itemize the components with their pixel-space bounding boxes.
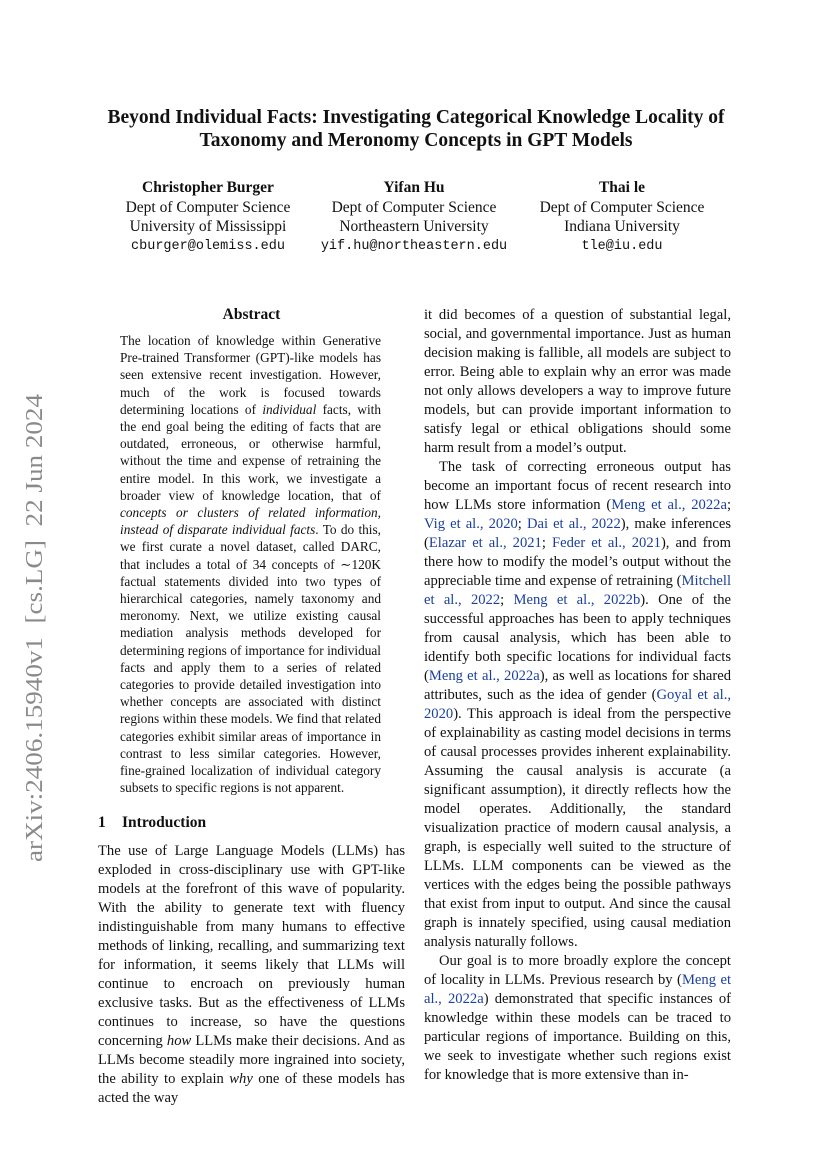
abstract-heading: Abstract [222,306,281,323]
left-column [98,306,405,1108]
citation-link[interactable]: Meng et al., 2022a [424,972,731,1007]
paragraph-text: LLMs make their decisions. And as LLMs become steadily more ingrained into society, the ability to explain [98,1033,406,1088]
author-2 [299,178,529,256]
section-number: 1 [98,814,106,832]
abstract-text-part: . To do this, we first curate a novel dataset, called DARC, that includes a total of 34 concepts of ∼120K factual statements divided into two types of hierarchical categories, namely taxonomy and meronomy. Next, we utilize existing causal mediation analysis methods developed for determining regions of importance for individual facts and apply them to a series of related categories to provide detailed investigation into whether concepts are associated with distinct regions within these models. We find that related categories exhibit similar areas of importance in contrast to less similar categories. However, fine-grained localization of individual category subsets to specific regions is not apparent. [120,522,382,796]
citation-link[interactable]: Vig et al., 2020 [424,516,518,532]
citation-link[interactable]: Dai et al., 2022 [526,516,621,532]
author-1 [93,178,323,256]
body-paragraph [424,952,731,1085]
author-department: Dept of Computer Science [125,198,291,216]
author-name: Yifan Hu [383,179,445,196]
author-affiliation: Northeastern University [339,218,489,235]
arxiv-identifier-stamp [20,392,50,862]
author-affiliation: University of Mississippi [129,218,287,235]
citation-link[interactable]: Meng et al., 2022a [611,497,727,513]
paragraph-text: Our goal is to more broadly explore the concept of locality in LLMs. Previous research by ( [424,953,731,988]
citation-link[interactable]: Mitchell et al., 2022 [424,573,731,608]
section-title: Introduction [122,814,207,832]
citation-link[interactable]: Goyal et al., 2020 [424,687,731,722]
citation-link[interactable]: Feder et al., 2021 [551,535,661,551]
author-block [0,178,828,268]
paragraph-text: ), and from there how to modify the model’s output without the appreciable time and expense of retraining ( [424,535,731,589]
title-line-1: Beyond Individual Facts: Investigating Categorical Knowledge Locality of [107,107,725,128]
author-department: Dept of Computer Science [331,198,497,216]
citation-separator: ; [541,535,552,551]
abstract-text [120,332,381,796]
body-paragraph [424,458,731,952]
abstract-emphasis: concepts or clusters of related information, instead of disparate individual facts [120,505,381,538]
abstract-text-part: The location of knowledge within Generative Pre-trained Transformer (GPT)-like models has seen extensive recent investigation. However, much of the work is focused towards determining locations of [120,333,381,417]
paragraph-text: The use of Large Language Models (LLMs) has exploded in cross-disciplinary use with GPT-like models at the forefront of this wave of popularity. With the ability to generate text with fluency indistinguishable from many humans to effective methods of linking, recalling, and summarizing text for information, it seems likely that LLMs will continue to encroach on previously human exclusive tasks. But as the effectiveness of LLMs continues to increase, so have the questions concerning [98,843,405,1050]
paragraph-text: ). This approach is ideal from the perspective of explainability as casting model decisions in terms of causal processes provides inherent explainability. Assuming the causal analysis is accurate (a significant assumption), it directly reflects how the model operates. Additionally, the standard visualization practice of modern causal analysis, a graph, is especially well suited to the structure of LLMs. LLM components can be viewed as the vertices with the edges being the possible pathways that exist from input to output. And since the causal graph is innately specified, using causal mediation analysis naturally follows. [424,706,731,950]
citation-link[interactable]: Elazar et al., 2021 [428,535,542,551]
section-heading-introduction [98,814,405,832]
emphasis-text: how [166,1033,192,1050]
abstract-emphasis: individual [262,401,317,417]
emphasis-text: why [229,1071,253,1088]
paper-title [86,106,746,152]
author-email[interactable]: yif.hu@northeastern.edu [320,238,508,254]
paragraph-text: ) demonstrated that specific instances of knowledge within these models can be traced to particular regions of importance. Building on this, we seek to investigate whether such regions exist for knowledge that is more extensive than in- [424,991,731,1083]
paragraph-text: one of these models has acted the way [98,1071,405,1107]
introduction-paragraph [98,842,405,1108]
arxiv-stamp-text: arXiv:2406.15940v1 [cs.LG] 22 Jun 2024 [21,438,48,862]
citation-separator: ; [726,497,731,513]
paragraph-text: ). One of the successful approaches has been to apply techniques from causal analysis, which has been able to identify both specific locations for individual facts ( [424,592,731,684]
author-email[interactable]: tle@iu.edu [581,238,663,254]
paragraph-text: ), as well as locations for shared attributes, such as the idea of gender ( [424,668,731,703]
author-name: Christopher Burger [142,179,274,196]
paragraph-text: The task of correcting erroneous output has become an important focus of recent research into how LLMs store information ( [424,459,731,513]
abstract-text-part: facts, with the end goal being the editing of facts that are outdated, erroneous, or otherwise harmful, without the time and expense of retraining the entire model. In this work, we investigate a broader view of knowledge location, that of [120,401,381,503]
author-3 [507,178,737,256]
citation-link[interactable]: Meng et al., 2022b [513,592,641,608]
right-column [424,306,731,1085]
citation-link[interactable]: Meng et al., 2022a [428,668,540,684]
paragraph-text: ), make inferences ( [424,516,731,551]
author-name: Thai le [598,179,646,196]
citation-separator: ; [517,516,527,532]
citation-separator: ; [500,592,514,608]
author-affiliation: Indiana University [564,218,680,235]
author-department: Dept of Computer Science [539,198,705,216]
author-email[interactable]: cburger@olemiss.edu [131,238,285,254]
continued-paragraph: it did becomes of a question of substantial legal, social, and governmental importance. Just as human decision making is fallible, all models are subject to error. Being able to explain why an error was made not only allows developers a way to improve future models, but can provide important information to satisfy legal or ethical obligations should some harm result from a model’s output. [424,307,731,456]
title-line-2: Taxonomy and Meronomy Concepts in GPT Models [199,130,633,151]
